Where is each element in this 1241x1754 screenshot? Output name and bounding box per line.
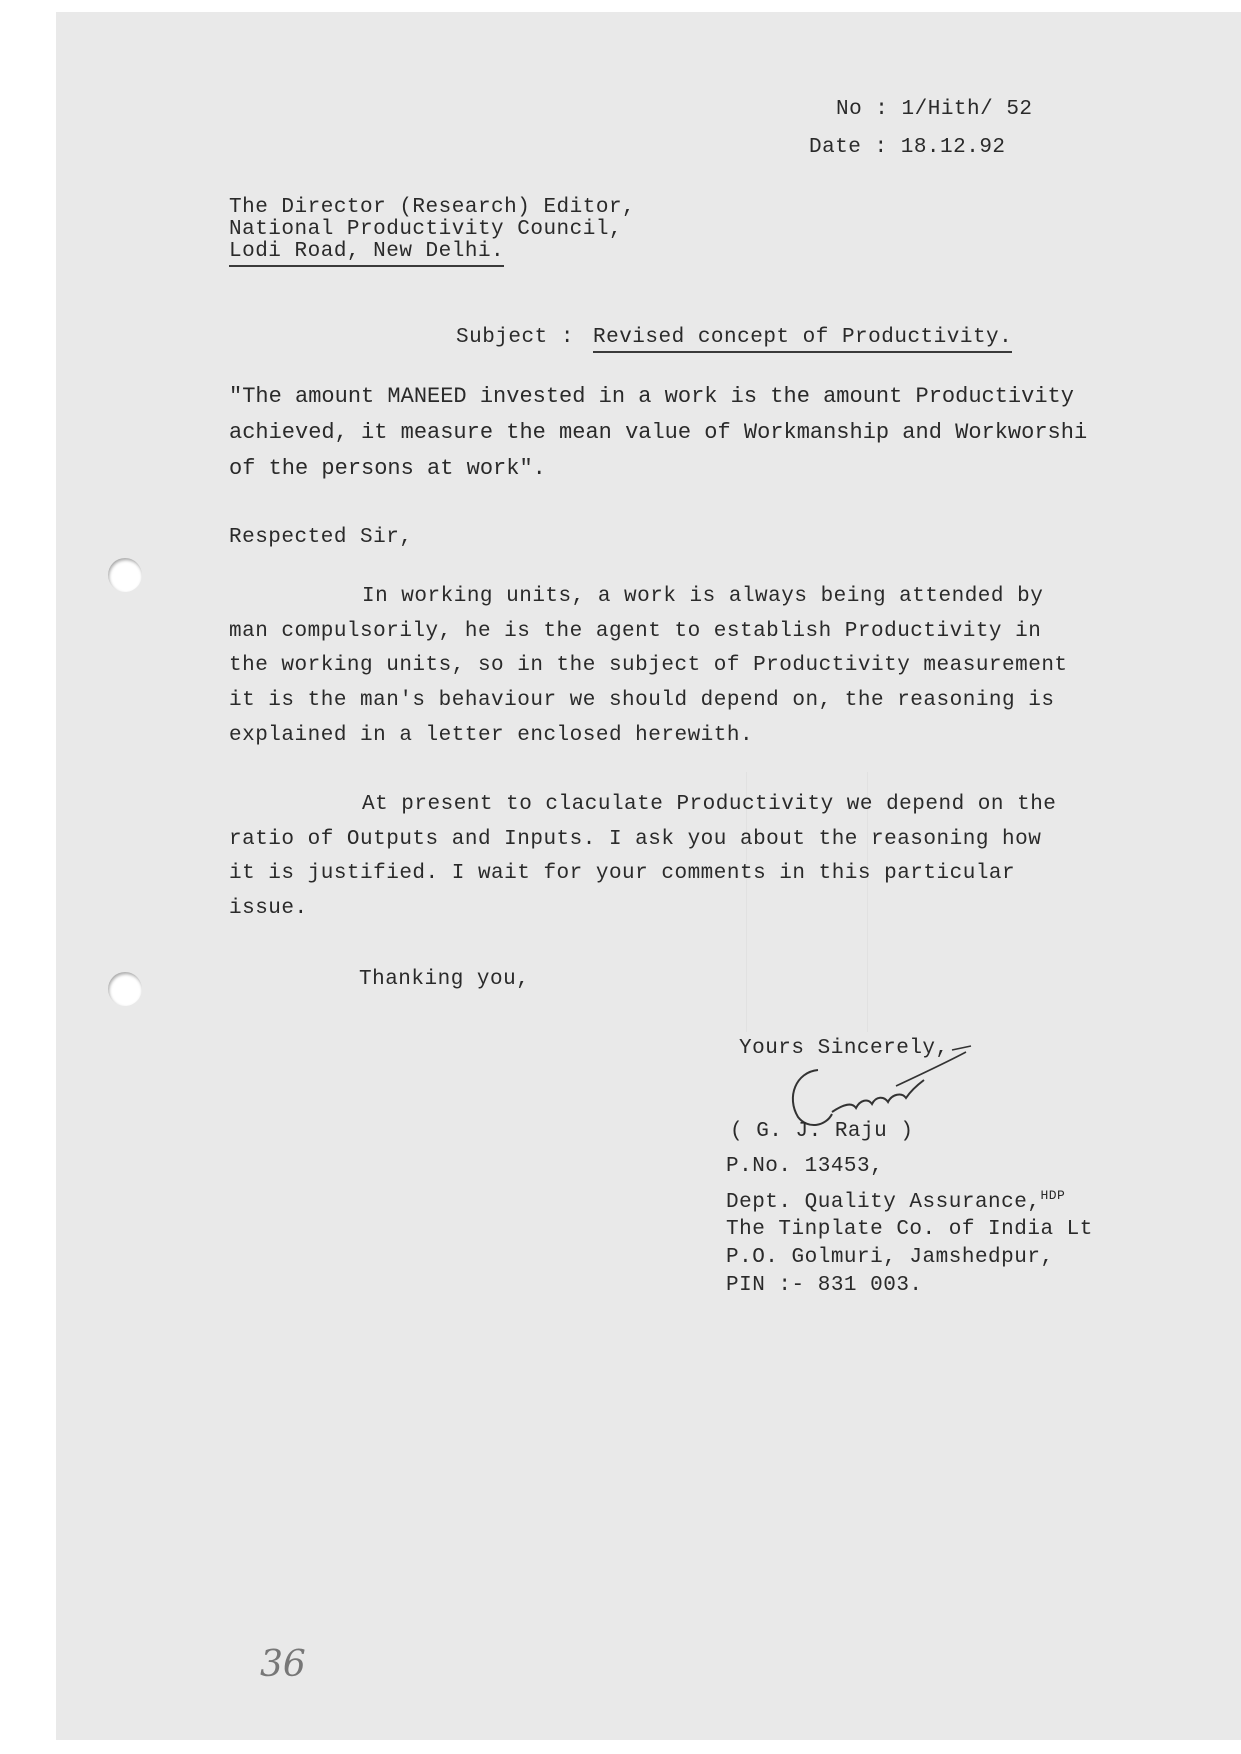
closing-line: Thanking you,: [359, 968, 530, 991]
paragraph-2-line-1: At present to claculate Productivity we depend on the: [362, 793, 1057, 816]
department-suffix: HDP: [1040, 1188, 1066, 1203]
addressee-line-3: Lodi Road, New Delhi.: [229, 240, 504, 267]
signatory-company: The Tinplate Co. of India Lt: [726, 1218, 1093, 1241]
punch-hole-bottom: [108, 972, 142, 1006]
subject-label: Subject :: [456, 326, 574, 349]
quote-line-1: "The amount MANEED invested in a work is the amount Productivity: [229, 384, 1074, 409]
letter-date: Date : 18.12.92: [809, 136, 1006, 159]
handwritten-signature: [756, 1042, 976, 1132]
signatory-department: [726, 1188, 1065, 1214]
signatory-pno: P.No. 13453,: [726, 1155, 884, 1178]
paragraph-2-line-3: it is justified. I wait for your comments in this particular: [229, 862, 1016, 885]
paragraph-2-line-4: issue.: [229, 897, 308, 920]
paragraph-1-line-3: the working units, so in the subject of Productivity measurement: [229, 654, 1068, 677]
subject-text: Revised concept of Productivity.: [593, 326, 1012, 353]
valediction: Yours Sincerely,: [739, 1037, 949, 1060]
signatory-post-office: P.O. Golmuri, Jamshedpur,: [726, 1246, 1054, 1269]
pencil-page-number: 36: [260, 1644, 306, 1685]
paragraph-1-line-5: explained in a letter enclosed herewith.: [229, 724, 754, 747]
paragraph-1-line-1: In working units, a work is always being attended by: [362, 585, 1044, 608]
letter-page: [56, 12, 1241, 1740]
quote-line-2: achieved, it measure the mean value of Workmanship and Workworshi: [229, 420, 1088, 445]
quote-line-3: of the persons at work".: [229, 456, 546, 481]
salutation: Respected Sir,: [229, 526, 413, 549]
paragraph-1-line-4: it is the man's behaviour we should depend on, the reasoning is: [229, 689, 1055, 712]
paragraph-2-line-2: ratio of Outputs and Inputs. I ask you about the reasoning how: [229, 828, 1042, 851]
punch-hole-top: [108, 558, 142, 592]
department-text: Dept. Quality Assurance,: [726, 1191, 1041, 1214]
addressee-line-2: National Productivity Council,: [229, 218, 623, 241]
reference-number: No : 1/Hith/ 52: [836, 98, 1033, 121]
paragraph-1-line-2: man compulsorily, he is the agent to establish Productivity in: [229, 620, 1042, 643]
signatory-name: ( G. J. Raju ): [730, 1120, 914, 1143]
signatory-pin: PIN :- 831 003.: [726, 1274, 923, 1297]
addressee-line-1: The Director (Research) Editor,: [229, 196, 636, 219]
